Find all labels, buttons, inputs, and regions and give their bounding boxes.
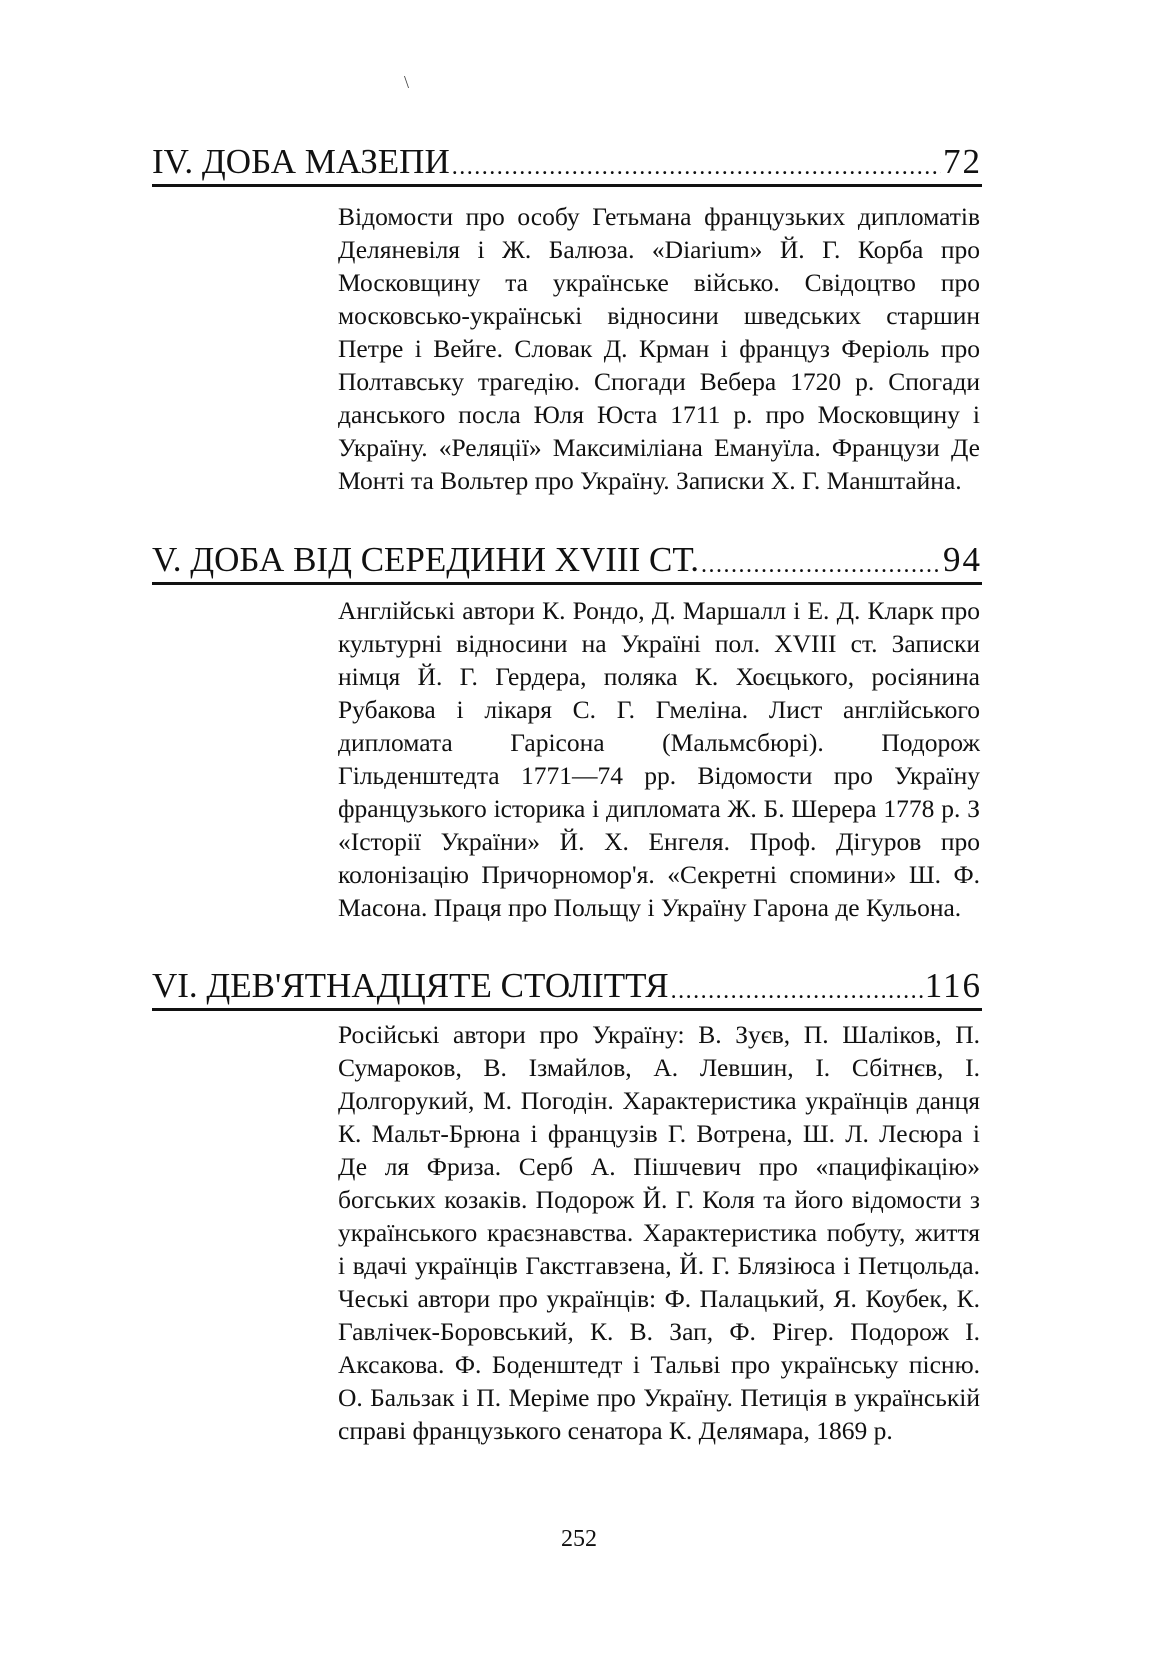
dot-leader [701, 548, 941, 582]
section-heading-v [152, 532, 982, 585]
section-title: IV. ДОБА МАЗЕПИ [152, 142, 450, 181]
section-title: V. ДОБА ВІД СЕРЕДИНИ XVIII СТ. [152, 540, 699, 579]
page-number: 252 [561, 1526, 597, 1552]
section-description-v: Англійські автори К. Рондо, Д. Маршалл і Е. Д. Кларк про культурні відносини на Україні пол. XVIII ст. Записки німця Й. Г. Гердера, поляка К. Хоєцького, росіянина Рубакова і лікаря С. Г. Гмеліна. Лист англійського дипломата Гарісона (Мальмсбюрі). Подорож Гільденштедта 1771—74 рр. Відомости про Україну французького історика і дипломата Ж. Б. Шерера 1778 р. З «Історії України» Й. Х. Енгеля. Проф. Дігуров про колонізацію Причорномор'я. «Секретні спомини» Ш. Ф. Масона. Праця про Польщу і Україну Гарона де Кульона. [338, 596, 980, 922]
section-title: VI. ДЕВ'ЯТНАДЦЯТЕ СТОЛІТТЯ [152, 966, 669, 1005]
section-page-number: 72 [943, 142, 982, 181]
stray-mark: \ [404, 72, 410, 92]
section-heading-iv [152, 134, 982, 187]
dot-leader [671, 974, 923, 1008]
section-page-number: 94 [943, 540, 982, 579]
section-description-vi: Російські автори про Україну: В. Зуєв, П. Шаліков, П. Сумароков, В. Ізмайлов, А. Левшин, І. Сбітнєв, І. Долгорукий, М. Погодін. Характеристика українців данця К. Мальт-Брюна і французів Г. Вотрена, Ш. Л. Лесюра і Де ля Фриза. Серб А. Пішчевич про «пацифікацію» богських козаків. Подорож Й. Г. Коля та його відомости з українського краєзнавства. Характеристика побуту, життя і вдачі українців Гакстгавзена, Й. Г. Блязіюса і Петцольда. Чеські автори про українців: Ф. Палацький, Я. Коубек, К. Гавлічек-Боровський, К. В. Зап, Ф. Рігер. Подорож І. Аксакова. Ф. Боденштедт і Тальві про українську пісню. О. Бальзак і П. Меріме про Україну. Петиція в українській справі французького сенатора К. Делямара, 1869 р. [338, 1020, 980, 1445]
section-description-iv: Відомости про особу Гетьмана французьких дипломатів Деляневіля і Ж. Балюза. «Diarium» Й. Г. Корба про Московщину та українське військо. Свідоцтво про московсько-українські відносини шведських старшин Петре і Вейге. Словак Д. Крман і француз Феріоль про Полтавську трагедію. Спогади Вебера 1720 р. Спогади данського посла Юля Юста 1711 р. про Московщину і Україну. «Реляції» Максиміліана Емануїла. Французи Де Монті та Вольтер про Україну. Записки Х. Г. Манштайна. [338, 202, 980, 495]
dot-leader [452, 150, 941, 184]
section-page-number: 116 [924, 966, 982, 1005]
section-heading-vi [152, 958, 982, 1011]
